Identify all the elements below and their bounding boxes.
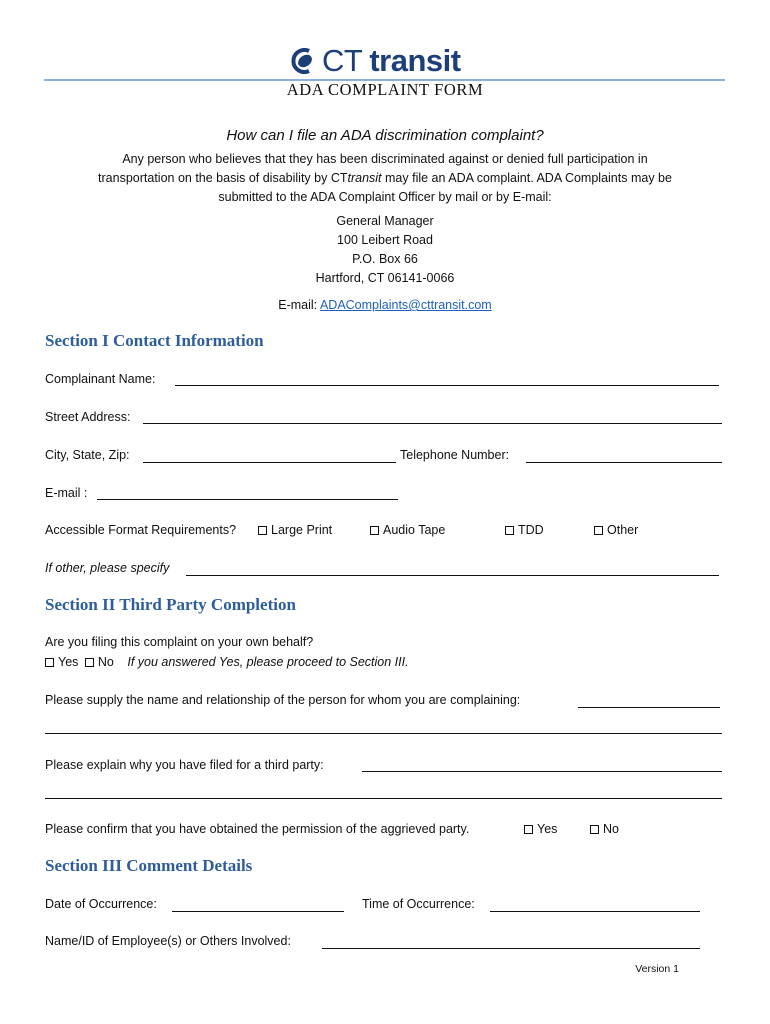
large-print-option[interactable] [258, 523, 332, 537]
explain-field[interactable] [362, 771, 722, 772]
section-2-heading: Section II Third Party Completion [45, 595, 296, 614]
email-field[interactable] [97, 499, 398, 500]
intro-line-2a: transportation on the basis of disability by CT [98, 171, 348, 185]
explain-field-continued[interactable] [45, 798, 722, 799]
if-other-field[interactable] [186, 575, 719, 576]
city-state-zip-field[interactable] [143, 462, 396, 463]
confirm-no-label: No [603, 822, 619, 836]
tdd-label: TDD [518, 523, 544, 537]
address-line: Hartford, CT 06141-0066 [315, 271, 455, 285]
ct-transit-emblem-icon [288, 48, 318, 74]
confirm-yes-checkbox[interactable] [524, 825, 533, 834]
large-print-checkbox[interactable] [258, 526, 267, 535]
logo-ct-text: CT [322, 43, 363, 78]
address-line: 100 Leibert Road [337, 233, 433, 247]
logo-transit-text: transit [369, 43, 461, 78]
own-behalf-no-label: No [97, 655, 114, 669]
time-of-occurrence-field[interactable] [490, 911, 700, 912]
city-state-zip-label: City, State, Zip: [45, 448, 130, 462]
supply-name-field-continued[interactable] [45, 733, 722, 734]
employees-involved-field[interactable] [322, 948, 700, 949]
other-label: Other [607, 523, 639, 537]
intro-line-2b: transit [347, 171, 382, 185]
email-contact [0, 296, 770, 315]
other-checkbox[interactable] [594, 526, 603, 535]
ct-transit-logo [288, 44, 461, 78]
audio-tape-checkbox[interactable] [370, 526, 379, 535]
supply-name-field[interactable] [578, 707, 720, 708]
time-of-occurrence-label: Time of Occurrence: [362, 897, 475, 911]
confirm-no-checkbox[interactable] [590, 825, 599, 834]
section-1-heading: Section I Contact Information [45, 331, 264, 350]
other-option[interactable] [594, 523, 638, 537]
tdd-option[interactable] [505, 523, 544, 537]
date-of-occurrence-field[interactable] [172, 911, 344, 912]
tdd-checkbox[interactable] [505, 526, 514, 535]
intro-line-3: submitted to the ADA Complaint Officer by mail or by E-mail: [218, 190, 552, 204]
own-behalf-no-checkbox[interactable] [85, 658, 94, 667]
mailing-address [0, 212, 770, 288]
large-print-label: Large Print [271, 523, 333, 537]
email-link[interactable]: ADAComplaints@cttransit.com [319, 298, 492, 312]
intro-question: How can I file an ADA discrimination complaint? [226, 127, 544, 144]
supply-name-label: Please supply the name and relationship of the person for whom you are complaining: [45, 693, 521, 707]
own-behalf-yes-label: Yes [58, 655, 79, 669]
intro-line-2 [60, 169, 710, 188]
intro-paragraph [60, 150, 710, 207]
confirm-yes-label: Yes [537, 822, 558, 836]
street-address-field[interactable] [143, 423, 722, 424]
complainant-name-label: Complainant Name: [45, 372, 156, 386]
email-label: E-mail: [278, 298, 320, 312]
confirm-no-option[interactable] [590, 822, 619, 836]
confirm-yes-option[interactable] [524, 822, 557, 836]
own-behalf-options [45, 655, 409, 669]
street-address-label: Street Address: [45, 410, 131, 424]
if-other-label: If other, please specify [45, 561, 170, 575]
employees-involved-label: Name/ID of Employee(s) or Others Involved: [45, 934, 291, 948]
telephone-field[interactable] [526, 462, 722, 463]
address-line: P.O. Box 66 [352, 252, 418, 266]
audio-tape-label: Audio Tape [383, 523, 446, 537]
address-line: General Manager [336, 214, 434, 228]
date-of-occurrence-label: Date of Occurrence: [45, 897, 157, 911]
intro-line-1: Any person who believes that they has been discriminated against or denied full participation in [122, 152, 648, 166]
confirm-permission-label: Please confirm that you have obtained the permission of the aggrieved party. [45, 822, 470, 836]
explain-label: Please explain why you have filed for a third party: [45, 758, 324, 772]
form-title: ADA COMPLAINT FORM [286, 80, 484, 99]
format-question: Accessible Format Requirements? [45, 523, 237, 537]
email-field-label: E-mail : [45, 486, 88, 500]
own-behalf-yes-checkbox[interactable] [45, 658, 54, 667]
section-3-heading: Section III Comment Details [45, 856, 253, 875]
version-label: Version 1 [635, 963, 679, 975]
intro-line-2c: may file an ADA complaint. ADA Complaints may be [381, 171, 672, 185]
proceed-note: If you answered Yes, please proceed to Section III. [127, 655, 409, 669]
complainant-name-field[interactable] [175, 385, 719, 386]
audio-tape-option[interactable] [370, 523, 445, 537]
telephone-label: Telephone Number: [400, 448, 510, 462]
own-behalf-question: Are you filing this complaint on your own behalf? [45, 635, 314, 649]
